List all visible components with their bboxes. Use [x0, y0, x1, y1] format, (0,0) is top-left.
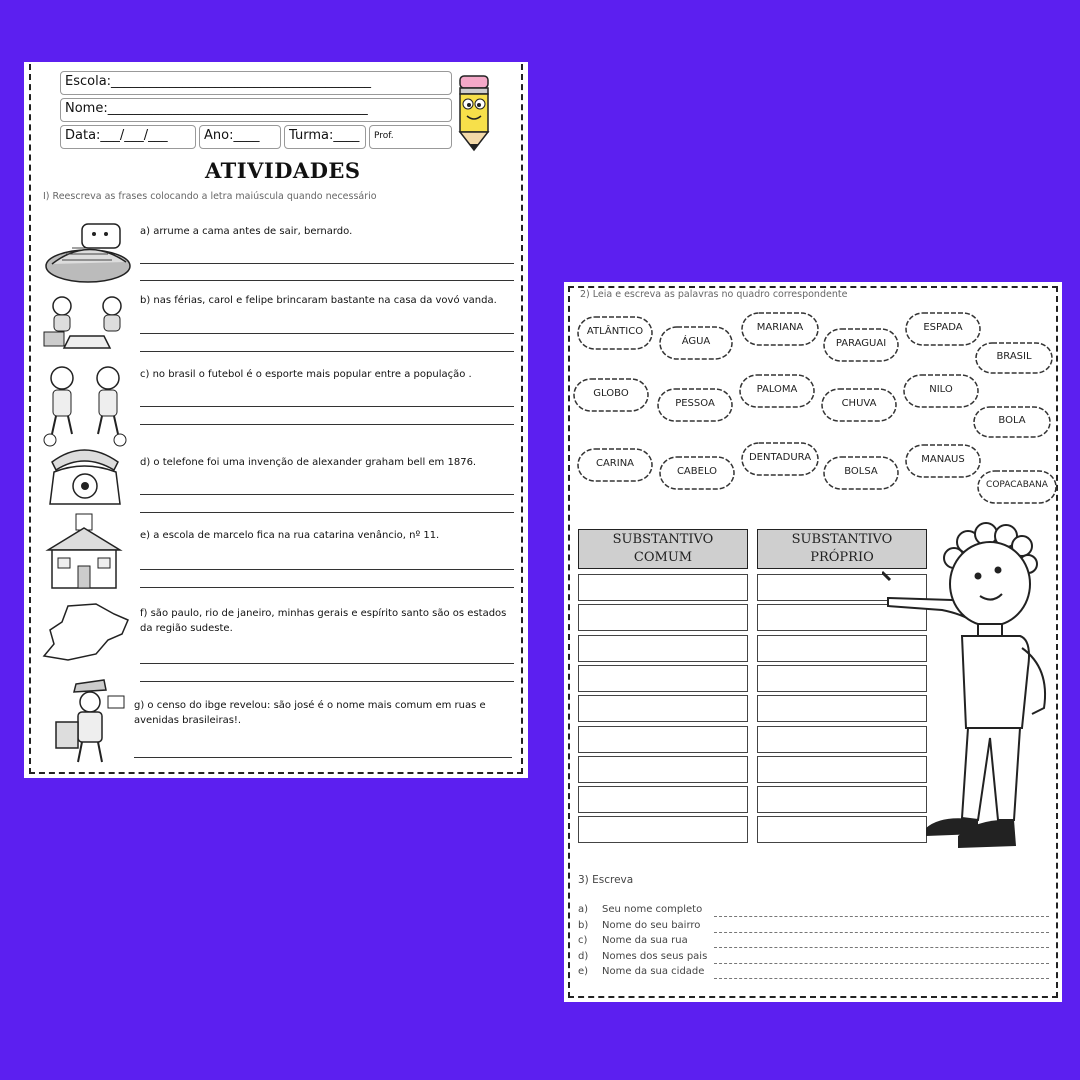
header-substantivo-comum [578, 529, 748, 569]
sentence-e: e) a escola de marcelo fica na rua catarina venâncio, nº 11. [140, 530, 440, 541]
sentence-g: g) o censo do ibge revelou: são josé é o nome mais comum em ruas e avenidas brasileiras!. [134, 700, 486, 726]
word-cloud [658, 454, 736, 492]
word-cloud [740, 310, 820, 348]
cloud-word: MARIANA [756, 322, 804, 333]
word-cloud [976, 468, 1058, 506]
worksheet-page-2 [564, 282, 1062, 1002]
cell-comum [578, 635, 748, 662]
word-cloud [740, 440, 820, 478]
writing-line [140, 406, 514, 407]
nome-field: Nome:________________________________________ [60, 98, 452, 122]
cloud-word: ESPADA [923, 322, 963, 333]
answer-line [714, 963, 1049, 964]
word-cloud [972, 404, 1052, 440]
cell-comum [578, 665, 748, 692]
cloud-word: CARINA [595, 458, 635, 469]
word-cloud [576, 314, 654, 352]
header-line: SUBSTANTIVO [612, 532, 714, 547]
sentence-b: b) nas férias, carol e felipe brincaram bastante na casa da vovó vanda. [140, 295, 497, 306]
data-field: Data:___/___/___ [60, 125, 196, 149]
bed-icon [42, 216, 134, 286]
writing-line [140, 263, 514, 264]
instruction-1: I) Reescreva as frases colocando a letra maiúscula quando necessário [43, 191, 377, 202]
cloud-word: BRASIL [996, 351, 1032, 362]
writing-line [140, 280, 514, 281]
telephone-icon [44, 442, 126, 510]
writing-line [140, 587, 514, 588]
cloud-word: ATLÂNTICO [586, 326, 644, 337]
escola-field: Escola:________________________________________ [60, 71, 452, 95]
cloud-word: NILO [929, 384, 953, 395]
writing-line [140, 663, 514, 664]
item-label: Nome da sua rua [602, 935, 688, 946]
cloud-word: ÁGUA [681, 336, 711, 347]
word-cloud [904, 442, 982, 480]
header-line: SUBSTANTIVO [791, 532, 893, 547]
word-cloud [656, 386, 734, 424]
ano-field: Ano:____ [199, 125, 281, 149]
sentence-c: c) no brasil o futebol é o esporte mais popular entre a população . [140, 369, 472, 380]
cell-comum [578, 726, 748, 753]
cloud-word: COPACABANA [986, 480, 1048, 490]
writing-line [140, 512, 514, 513]
answer-line [714, 978, 1049, 979]
word-cloud [974, 340, 1054, 376]
word-cloud [822, 454, 900, 492]
writing-line [140, 333, 514, 334]
soccer-kids-icon [40, 362, 132, 448]
item-letter: d) [578, 950, 589, 962]
cloud-word: CABELO [676, 466, 718, 477]
word-cloud [820, 386, 898, 424]
cloud-word: PALOMA [756, 384, 798, 395]
cloud-word: PARAGUAI [835, 338, 887, 349]
answer-line [714, 947, 1049, 948]
word-cloud [822, 326, 900, 364]
item-letter: c) [578, 935, 588, 946]
turma-field: Turma:____ [284, 125, 366, 149]
writing-line [134, 757, 512, 758]
item-label: Nomes dos seus pais [602, 950, 708, 962]
header-line: PRÓPRIO [810, 550, 874, 565]
writing-line [140, 569, 514, 570]
prof-field: Prof. [369, 125, 452, 149]
item-letter: e) [578, 966, 589, 977]
word-cloud [738, 372, 816, 410]
word-cloud [658, 324, 734, 362]
item-label: Nome do seu bairro [602, 919, 701, 931]
cell-comum [578, 695, 748, 722]
word-cloud [904, 310, 982, 348]
map-icon [38, 600, 134, 668]
worksheet-page-1 [24, 62, 528, 778]
item-letter: a) [578, 904, 589, 915]
mailman-icon [48, 674, 130, 768]
cloud-word: BOLA [998, 415, 1026, 426]
answer-line [714, 916, 1049, 917]
cloud-word: CHUVA [841, 398, 877, 409]
word-cloud [572, 376, 650, 414]
cloud-word: MANAUS [921, 454, 965, 465]
instruction-2: 2) Leia e escreva as palavras no quadro correspondente [580, 289, 848, 300]
item-label: Seu nome completo [602, 904, 703, 915]
item-label: Nome da sua cidade [602, 966, 705, 977]
writing-line [140, 424, 514, 425]
cell-comum [578, 816, 748, 843]
children-playing-icon [40, 292, 134, 352]
sentence-f: f) são paulo, rio de janeiro, minhas gerais e espírito santo são os estados da região sudeste. [140, 608, 507, 634]
answer-line [714, 932, 1049, 933]
cell-comum [578, 604, 748, 631]
cloud-word: DENTADURA [748, 452, 812, 463]
boy-pointing-icon [882, 518, 1058, 852]
writing-line [140, 681, 514, 682]
word-cloud [576, 446, 654, 484]
cell-comum [578, 786, 748, 813]
sentence-d: d) o telefone foi uma invenção de alexander graham bell em 1876. [140, 457, 477, 468]
header-line: COMUM [633, 550, 693, 565]
cloud-word: GLOBO [593, 388, 629, 399]
word-cloud [902, 372, 980, 410]
cloud-word: BOLSA [844, 466, 878, 477]
question-3-title: 3) Escreva [578, 874, 634, 886]
item-letter: b) [578, 919, 589, 931]
pencil-mascot-icon [454, 72, 494, 152]
writing-line [140, 351, 514, 352]
writing-line [140, 494, 514, 495]
page-title: ATIVIDADES [205, 158, 361, 183]
cell-comum [578, 574, 748, 601]
school-icon [42, 510, 126, 592]
cell-comum [578, 756, 748, 783]
sentence-a: a) arrume a cama antes de sair, bernardo. [140, 226, 353, 237]
cloud-word: PESSOA [675, 398, 715, 409]
